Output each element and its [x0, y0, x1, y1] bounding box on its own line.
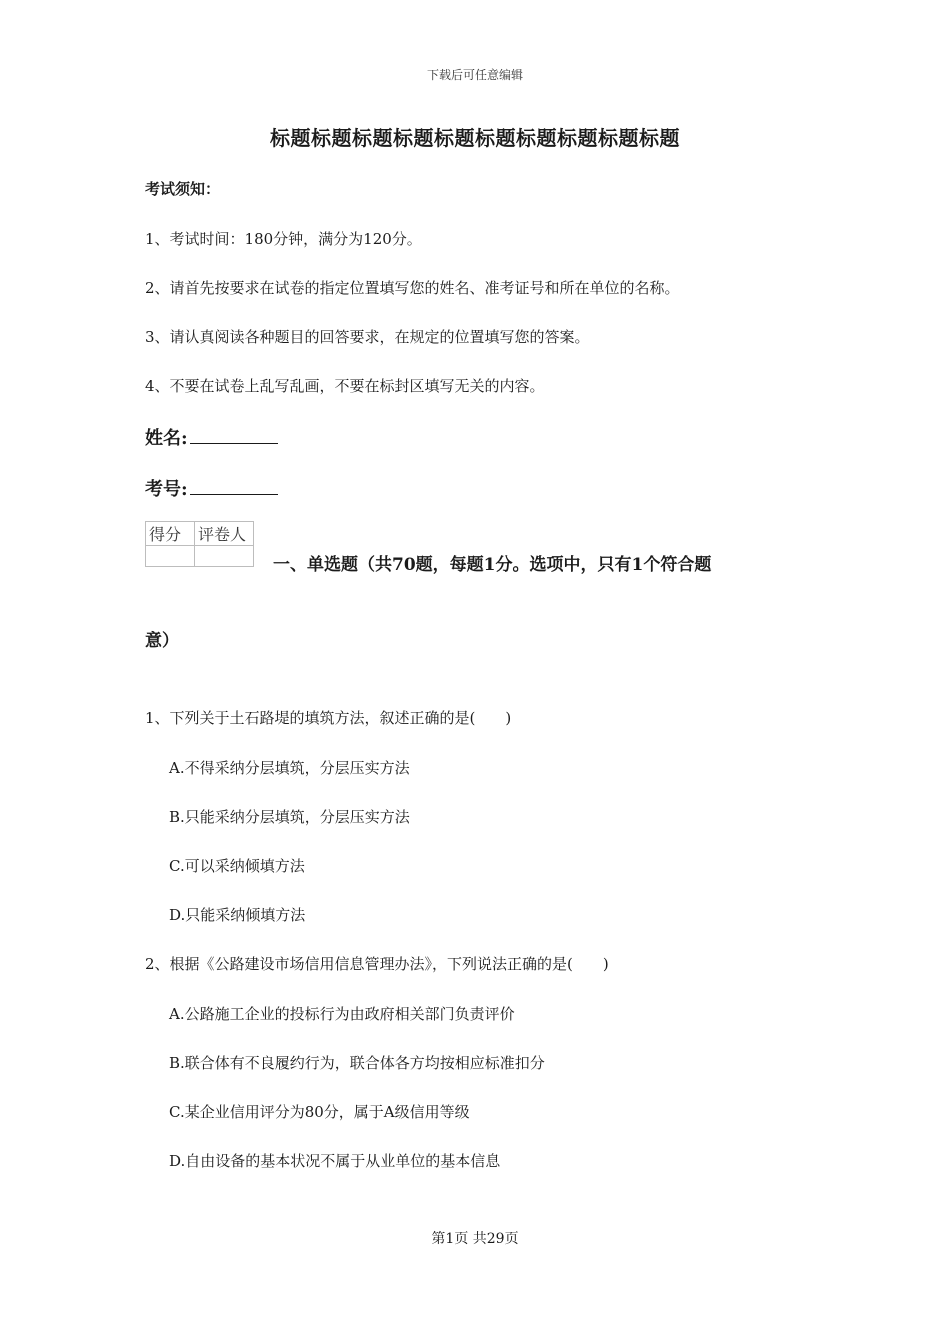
question-2-stem: 2、根据《公路建设市场信用信息管理办法》，下列说法正确的是( ) — [145, 955, 609, 973]
id-field — [145, 475, 278, 501]
score-table — [145, 521, 254, 567]
question-1-option-c: C.可以采纳倾填方法 — [169, 857, 305, 875]
question-1-option-b: B.只能采纳分层填筑，分层压实方法 — [169, 808, 410, 826]
question-2-option-c: C.某企业信用评分为80分，属于A级信用等级 — [169, 1103, 470, 1121]
section-title: 一、单选题（共70题，每题1分。选项中，只有1个符合题 — [273, 555, 712, 575]
question-1-stem: 1、下列关于土石路堤的填筑方法，叙述正确的是( ) — [145, 709, 512, 727]
name-field — [145, 424, 278, 450]
question-2-option-b: B.联合体有不良履约行为，联合体各方均按相应标准扣分 — [169, 1054, 545, 1072]
document-title: 标题标题标题标题标题标题标题标题标题标题 — [270, 126, 680, 150]
name-label: 姓名: — [145, 428, 188, 449]
notice-rule-4: 4、不要在试卷上乱写乱画，不要在标封区填写无关的内容。 — [145, 377, 545, 395]
id-blank-line[interactable] — [190, 476, 278, 495]
question-2-option-d: D.自由设备的基本状况不属于从业单位的基本信息 — [169, 1152, 501, 1170]
section-title-continued: 意） — [145, 631, 179, 651]
grader-header: 评卷人 — [195, 522, 254, 546]
score-cell[interactable] — [146, 546, 195, 567]
question-1-option-a: A.不得采纳分层填筑，分层压实方法 — [169, 759, 410, 777]
notice-rule-1: 1、考试时间：180分钟，满分为120分。 — [145, 230, 422, 248]
score-header: 得分 — [146, 522, 195, 546]
notice-heading: 考试须知： — [145, 180, 221, 198]
question-1-option-d: D.只能采纳倾填方法 — [169, 906, 306, 924]
id-label: 考号: — [145, 479, 188, 500]
notice-rule-3: 3、请认真阅读各种题目的回答要求，在规定的位置填写您的答案。 — [145, 328, 590, 346]
question-2-option-a: A.公路施工企业的投标行为由政府相关部门负责评价 — [169, 1005, 515, 1023]
grader-cell[interactable] — [195, 546, 254, 567]
header-note: 下载后可任意编辑 — [426, 68, 523, 82]
name-blank-line[interactable] — [190, 425, 278, 444]
page-footer: 第1页 共29页 — [431, 1231, 519, 1247]
notice-rule-2: 2、请首先按要求在试卷的指定位置填写您的姓名、准考证号和所在单位的名称。 — [145, 279, 680, 297]
